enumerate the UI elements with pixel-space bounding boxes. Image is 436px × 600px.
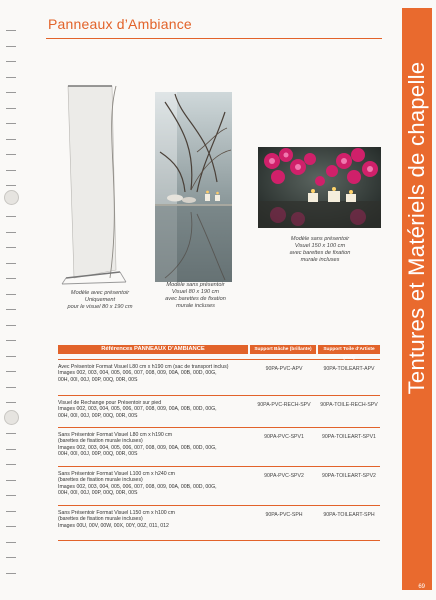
table-row <box>58 466 380 505</box>
binder-tick <box>6 92 16 93</box>
standee-image <box>60 82 130 292</box>
binder-tick <box>6 495 16 496</box>
header-references: Références PANNEAUX D’AMBIANCE <box>58 345 248 354</box>
binder-tick <box>6 449 16 450</box>
binder-tick <box>6 170 16 171</box>
ref-toile: 90PA-TOILEART-SPH <box>323 512 375 518</box>
description-line: Images 002, 003, 004, 005, 006, 007, 008, 009, 00A, 00B, 00D, 00G, <box>58 370 217 377</box>
binder-tick <box>6 247 16 248</box>
ref-toile: 90PA-TOILEART-APV <box>323 366 375 372</box>
caption-line: avec barettes de fixation <box>165 296 226 302</box>
binder-tick <box>6 387 16 388</box>
punch-hole <box>4 410 19 425</box>
row-description <box>58 471 250 505</box>
caption-line: murale incluses <box>176 303 215 309</box>
ref-bache: 90PA-PVC-APV <box>265 366 303 372</box>
caption-line: Modèle avec présentoir <box>70 290 130 296</box>
description-line: Sans Présentoir Format Visuel L100 cm x h240 cm <box>58 471 175 477</box>
description-line: 00H, 00I, 00J, 00P, 00Q, 00R, 00S <box>58 376 138 383</box>
page-title: Panneaux d’Ambiance <box>48 16 192 32</box>
binder-tick <box>6 123 16 124</box>
description-line: Images 00U, 00V, 00W, 00X, 00Y, 00Z, 011, 012 <box>58 522 169 529</box>
wide-visual-image <box>258 147 381 228</box>
binder-tick <box>6 557 16 558</box>
table-row <box>58 395 380 427</box>
tall-visual-image <box>155 92 232 282</box>
wide-caption <box>270 236 370 264</box>
references-table <box>58 345 380 541</box>
caption-line: Modèle sans présentoir <box>166 282 225 288</box>
binder-tick <box>6 356 16 357</box>
binder-tick <box>6 573 16 574</box>
binder-tick <box>6 402 16 403</box>
binder-tick <box>6 371 16 372</box>
description-line: Images 002, 003, 004, 005, 006, 007, 008, 009, 00A, 00B, 00D, 00G, <box>58 483 217 490</box>
binder-tick <box>6 480 16 481</box>
description-line: 00H, 00I, 00J, 00P, 00Q, 00R, 00S <box>58 412 138 419</box>
ref-toile: 90PA-TOILEART-SPV1 <box>322 434 376 440</box>
binder-tick <box>6 185 16 186</box>
ref-bache: 90PA-PVC-SPV1 <box>264 434 304 440</box>
table-row <box>58 505 380 541</box>
description-line: Avec Présentoir Format Visuel L80 cm x h190 cm (sac de transport inclus) <box>58 364 229 370</box>
binder-tick <box>6 30 16 31</box>
description-line: (barettes de fixation murale incluses) <box>58 438 143 445</box>
binder-tick <box>6 216 16 217</box>
row-description <box>58 432 250 466</box>
description-line: Sans Présentoir Format Visuel L80 cm x h190 cm <box>58 432 173 438</box>
title-rule <box>46 38 382 39</box>
caption-line: Uniquement <box>84 297 116 303</box>
side-title-text: Tentures et Matériels de chapelle <box>404 61 429 395</box>
punch-hole <box>4 190 19 205</box>
ref-toile: 90PA-TOILE-RECH-SPV <box>320 402 378 408</box>
caption-line: Modèle sans présentoir <box>290 236 350 242</box>
binder-tick <box>6 77 16 78</box>
binder-tick <box>6 294 16 295</box>
description-line: 00H, 00I, 00J, 00P, 00Q, 00R, 00S <box>58 490 138 497</box>
ref-bache: 90PA-PVC-RECH-SPV <box>257 402 311 408</box>
caption-line: avec barettes de fixation <box>289 250 351 256</box>
description-line: (barettes de fixation murale incluses) <box>58 516 143 523</box>
binder-tick <box>6 232 16 233</box>
binder-tick <box>6 464 16 465</box>
binder-tick <box>6 340 16 341</box>
table-header <box>58 345 380 361</box>
ref-bache: 90PA-PVC-SPV2 <box>264 473 304 479</box>
binder-tick <box>6 108 16 109</box>
description-line: Images 002, 003, 004, 005, 006, 007, 008, 009, 00A, 00B, 00D, 00G, <box>58 444 217 451</box>
page-number: 69 <box>418 584 425 590</box>
description-line: 00H, 00I, 00J, 00P, 00Q, 00R, 00S <box>58 451 138 458</box>
binder-tick <box>6 154 16 155</box>
binder-tick <box>6 433 16 434</box>
description-line: (barettes de fixation murale incluses) <box>58 477 143 484</box>
row-description <box>58 400 250 427</box>
binder-tick <box>6 61 16 62</box>
caption-line: Visuel 80 x 190 cm <box>171 289 220 295</box>
binder-tick <box>6 542 16 543</box>
table-row <box>58 359 380 395</box>
row-description <box>58 364 250 395</box>
row-description <box>58 510 250 540</box>
binder-tick <box>6 511 16 512</box>
tall-caption <box>148 282 243 310</box>
binder-tick <box>6 325 16 326</box>
description-line: Images 002, 003, 004, 005, 006, 007, 008, 009, 00A, 00B, 00D, 00G, <box>58 406 217 413</box>
description-line: Visuel de Rechange pour Présentoir sur pied <box>58 400 162 406</box>
header-bache: Support Bâche (brillante) <box>250 345 316 354</box>
header-toile: Support Toile d’Artiste (mat) <box>318 345 380 354</box>
caption-line: pour le visuel 80 x 190 cm <box>67 304 133 310</box>
binder-tick <box>6 139 16 140</box>
caption-line: murale incluses <box>300 257 340 263</box>
ref-toile: 90PA-TOILEART-SPV2 <box>322 473 376 479</box>
binder-tick <box>6 309 16 310</box>
description-line: Sans Présentoir Format Visuel L150 cm x h100 cm <box>58 510 175 516</box>
binder-tick <box>6 278 16 279</box>
table-row <box>58 427 380 466</box>
binder-tick <box>6 526 16 527</box>
standee-caption <box>50 290 150 311</box>
binder-tick <box>6 46 16 47</box>
side-title <box>404 18 430 438</box>
ref-bache: 90PA-PVC-SPH <box>265 512 303 518</box>
caption-line: Visuel 150 x 100 cm <box>294 243 346 249</box>
binder-tick <box>6 263 16 264</box>
